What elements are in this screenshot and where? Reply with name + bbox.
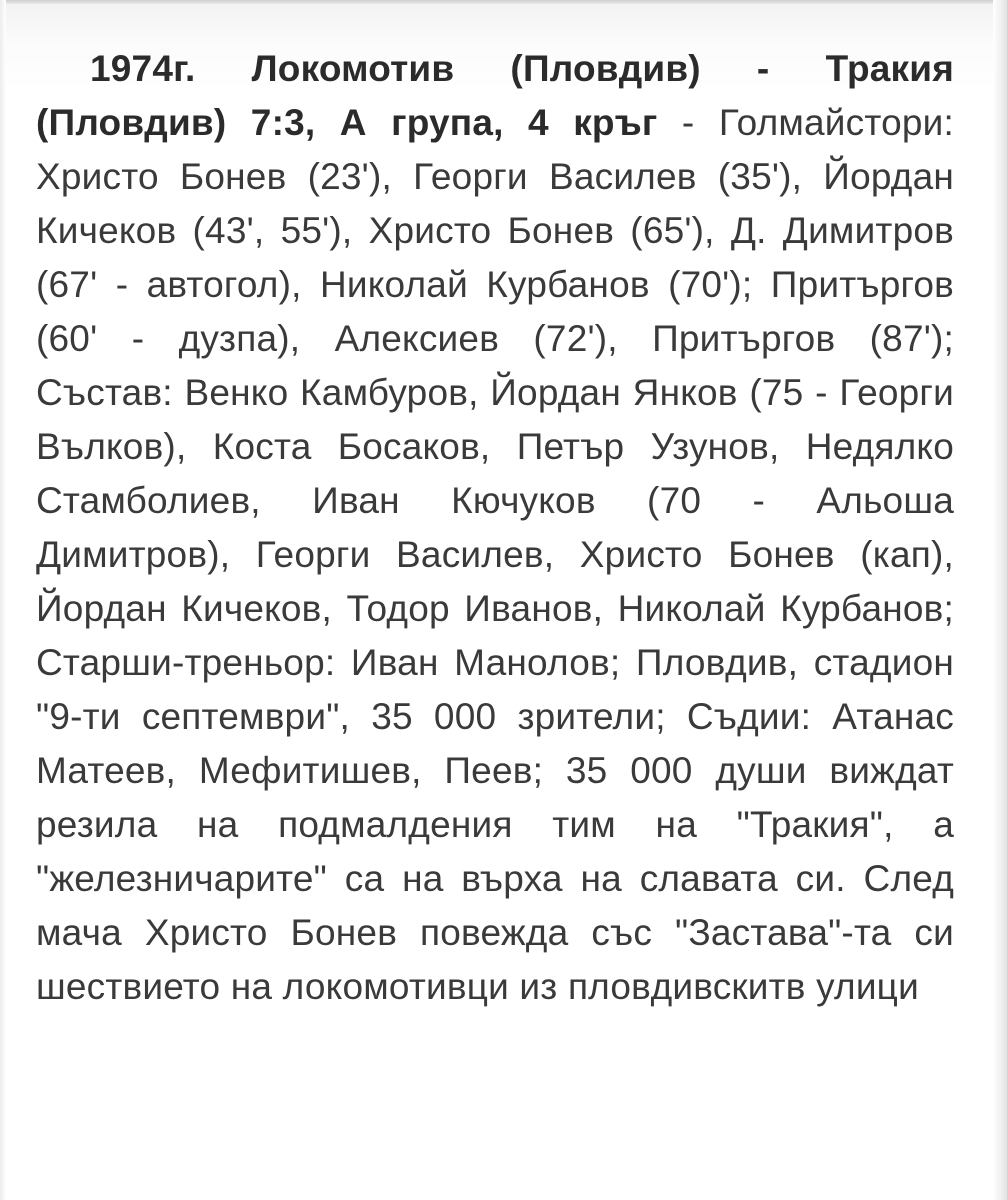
match-report-paragraph — [36, 42, 954, 1014]
match-headline: 1974г. Локомотив (Пловдив) - Тракия (Пловдив) 7:3, А група, 4 кръг — [36, 48, 954, 143]
top-border — [0, 0, 1007, 4]
headline-separator: - — [657, 102, 719, 143]
left-border — [0, 0, 6, 1200]
match-details: Голмайстори: Христо Бонев (23'), Георги Василев (35'), Йордан Кичеков (43', 55'), Христо Бонев (65'), Д. Димитров (67' - автогол), Николай Курбанов (70'); Притъргов (60' - дузпа), Алексиев (72'), Притъргов (87'); Състав: Венко Камбуров, Йордан Янков (75 - Георги Вълков), Коста Босаков, Петър Узунов, Недялко Стамболиев, Иван Кючуков (70 - Альоша Димитров), Георги Василев, Христо Бонев (кап), Йордан Кичеков, Тодор Иванов, Николай Курбанов; Старши-треньор: Иван Манолов; Пловдив, стадион "9-ти септември", 35 000 зрители; Съдии: Атанас Матеев, Мефитишев, Пеев; 35 000 души виждат резила на подмалдения тим на "Тракия", а "железничарите" са на върха на славата си. След мача Христо Бонев повежда със "Застава"-та си шествието на локомотивци из пловдивскитв улици — [36, 102, 955, 1007]
right-border — [993, 0, 1007, 1200]
